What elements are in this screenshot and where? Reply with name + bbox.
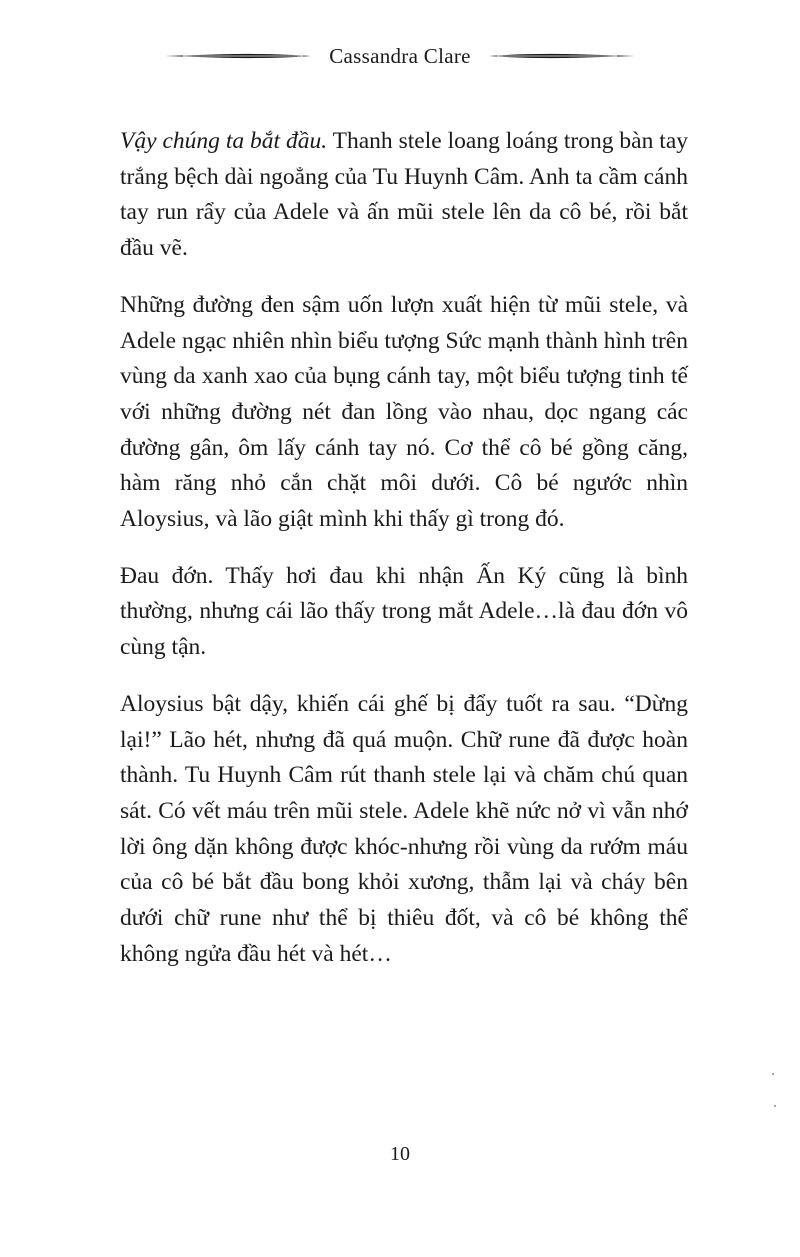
italic-lead: Vậy chúng ta bắt đầu. xyxy=(120,128,328,154)
paragraph-4: Aloysius bật dậy, khiến cái ghế bị đẩy tuốt ra sau. “Dừng lại!” Lão hét, nhưng đã quá muộn. Chữ rune đã được hoàn thành. Tu Huynh Câm rút thanh stele lại và chăm chú quan sát. Có vết máu trên mũi stele. Adele khẽ nức nở vì vẫn nhớ lời ông dặn không được khóc-nhưng rồi vùng da rướm máu của cô bé bắt đầu bong khỏi xương, thẫm lại và cháy bên dưới chữ rune như thể bị thiêu đốt, và cô bé không thể không ngửa đầu hét và hét… xyxy=(120,690,688,967)
scan-speck xyxy=(774,1105,776,1107)
paragraph-3: Đau đớn. Thấy hơi đau khi nhận Ấn Ký cũng là bình thường, nhưng cái lão thấy trong mắt Adele…là đau đớn vô cùng tận. xyxy=(120,562,688,661)
paragraph-text: Thanh stele loang loáng trong bàn tay trắng bệch dài ngoẳng của Tu Huynh Câm. Anh ta cầm cánh tay run rẩy của Adele và ấn mũi stele lên da cô bé, rồi bắt đầu vẽ. xyxy=(120,128,689,262)
body-text xyxy=(120,124,688,993)
scan-speck xyxy=(772,1073,774,1075)
page-number: 10 xyxy=(390,1143,410,1165)
right-ornament-rule xyxy=(487,50,637,62)
left-ornament-rule xyxy=(163,50,313,62)
running-header xyxy=(0,38,800,74)
header-author-name: Cassandra Clare xyxy=(329,43,471,68)
paragraph-2: Những đường đen sậm uốn lượn xuất hiện từ mũi stele, và Adele ngạc nhiên nhìn biểu tượng Sức mạnh thành hình trên vùng da xanh xao của bụng cánh tay, một biểu tượng tinh tế với những đường nét đan lồng vào nhau, dọc ngang các đường gân, ôm lấy cánh tay nó. Cơ thể cô bé gồng căng, hàm răng nhỏ cắn chặt môi dưới. Cô bé ngước nhìn Aloysius, và lão giật mình khi thấy gì trong đó. xyxy=(120,291,688,533)
paragraph-1 xyxy=(120,124,688,267)
